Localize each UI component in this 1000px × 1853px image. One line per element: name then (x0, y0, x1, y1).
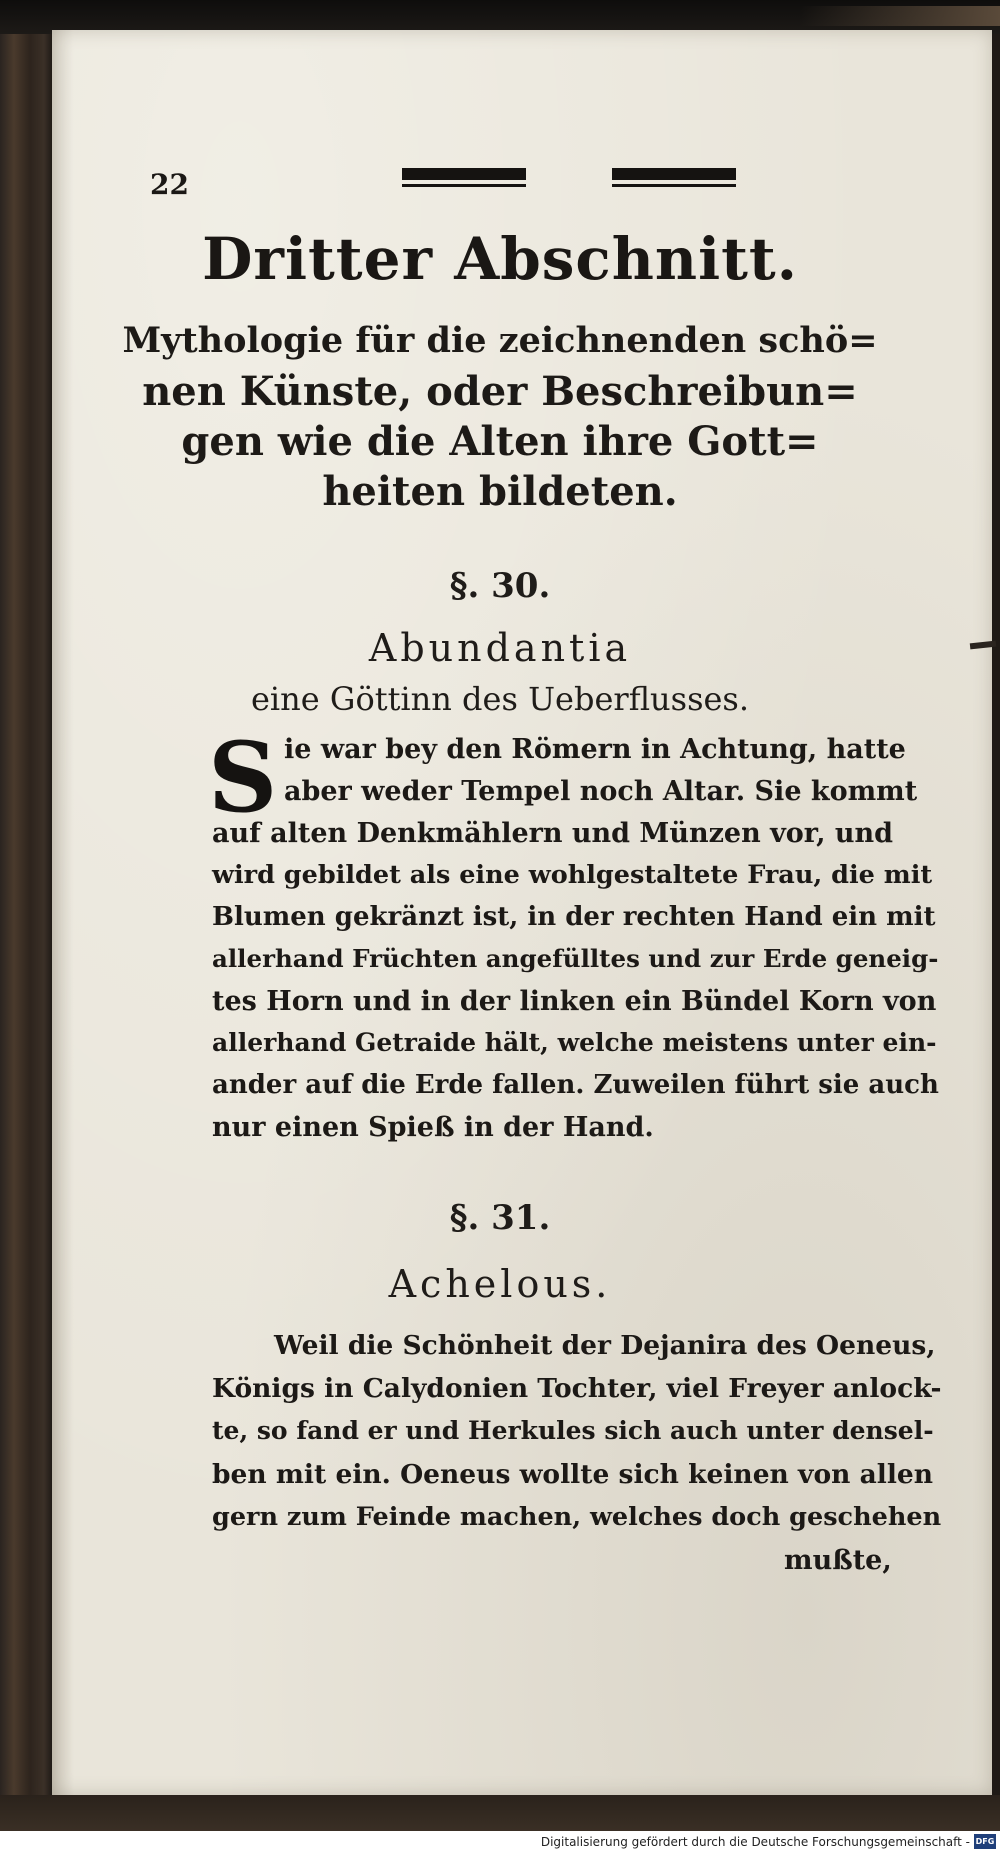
text-line: auf alten Denkmählern und Münzen vor, und (212, 818, 894, 849)
entry-title: Abundantia (368, 626, 632, 670)
bottom-dark-strip (0, 1795, 1000, 1831)
text-line: wird gebildet als eine wohlgestaltete Frau, die mit (212, 860, 933, 890)
section-number: §. 30. (449, 566, 551, 606)
text-line: allerhand Getraide hält, welche meistens unter ein- (212, 1028, 937, 1057)
section-number: §. 31. (449, 1198, 551, 1238)
entry-subtitle: eine Göttinn des Ueberflusses. (250, 680, 750, 718)
ornament-rule-right (612, 168, 736, 190)
ornament-rule-left (402, 168, 526, 190)
subtitle-line: Mythologie für die zeichnenden schö= (122, 320, 878, 361)
text-line: aber weder Tempel noch Altar. Sie kommt (284, 776, 918, 807)
subtitle-line: heiten bildeten. (322, 468, 678, 515)
subtitle-line: nen Künste, oder Beschreibun= (142, 368, 858, 415)
text-line: Weil die Schönheit der Dejanira des Oeneus, (274, 1330, 936, 1361)
text-line: gern zum Feinde machen, welches doch geschehen (212, 1502, 942, 1532)
text-line: allerhand Früchten angefülltes und zur Erde geneig- (212, 944, 939, 973)
text-line: Blumen gekränzt ist, in der rechten Hand ein mit (212, 902, 936, 932)
text-line: te, so fand er und Herkules sich auch unter densel- (212, 1416, 934, 1445)
drop-cap: S (208, 721, 278, 834)
page-number: 22 (150, 168, 189, 201)
text-line: tes Horn und in der linken ein Bündel Korn von (212, 986, 937, 1017)
text-line: ander auf die Erde fallen. Zuweilen führt sie auch (212, 1070, 939, 1100)
funding-notice: Digitalisierung gefördert durch die Deutsche Forschungsgemeinschaft - (540, 1835, 970, 1849)
subtitle-line: gen wie die Alten ihre Gott= (181, 418, 819, 465)
text-line: ben mit ein. Oeneus wollte sich keinen von allen (212, 1459, 934, 1490)
text-line: ie war bey den Römern in Achtung, hatte (284, 734, 906, 765)
top-dark-strip (0, 0, 1000, 34)
chapter-title: Dritter Abschnitt. (202, 225, 798, 293)
footer-bar (0, 1831, 1000, 1853)
entry-title: Achelous. (388, 1262, 612, 1306)
catchword: mußte, (784, 1545, 892, 1576)
text-line: Königs in Calydonien Tochter, viel Freyer anlock- (212, 1373, 942, 1404)
dfg-logo: DFG (974, 1834, 996, 1849)
text-line: nur einen Spieß in der Hand. (212, 1112, 654, 1143)
